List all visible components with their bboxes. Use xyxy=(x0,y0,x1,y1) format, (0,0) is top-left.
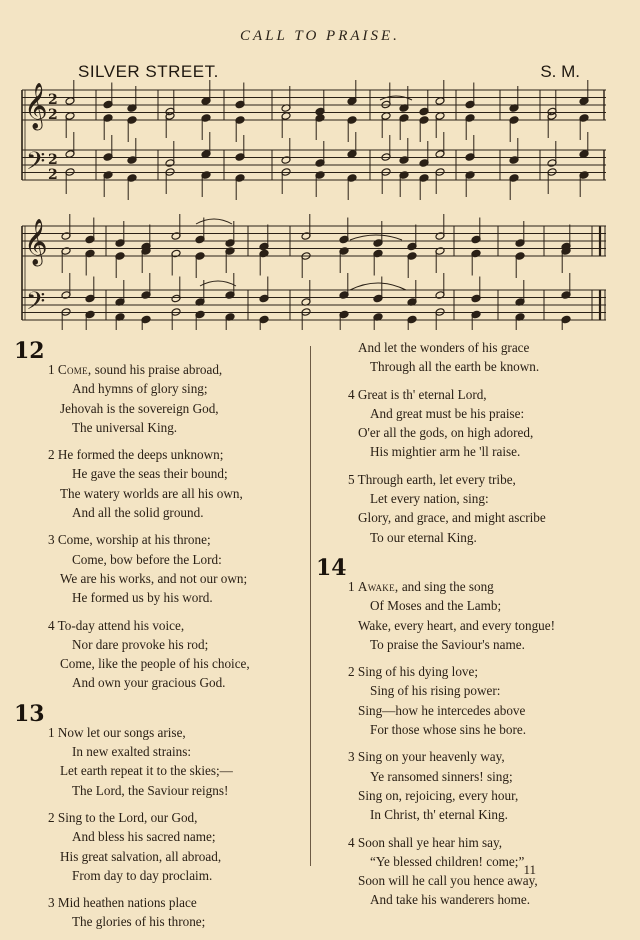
verse-line xyxy=(316,833,616,852)
line-text: In new exalted strains: xyxy=(72,744,192,760)
verse-line xyxy=(14,781,304,800)
line-text: Come, worship at his throne; xyxy=(57,532,211,548)
line-text: And great must be his praise: xyxy=(370,405,525,421)
line-text: And hymns of glory sing; xyxy=(72,381,208,397)
line-text: Sing of his rising power: xyxy=(370,683,501,699)
stanza xyxy=(14,893,304,932)
hymn-14 xyxy=(316,555,616,910)
verse-line xyxy=(316,635,616,654)
verse-line xyxy=(14,418,304,437)
verse-line xyxy=(316,442,616,461)
right-column xyxy=(316,338,616,918)
line-text: O'er all the gods, on high adored, xyxy=(358,425,534,441)
running-head: CALL TO PRAISE. xyxy=(240,28,400,44)
stanza-number: 4 xyxy=(48,617,55,633)
verse-line xyxy=(316,805,616,824)
verse-line xyxy=(14,399,304,418)
stanza xyxy=(14,723,304,800)
line-text: “Ye blessed children! come;” xyxy=(370,853,525,869)
line-text: Come, like the people of his choice, xyxy=(60,656,250,672)
svg-text:2: 2 xyxy=(48,107,58,123)
verse-line: Through all the earth be known. xyxy=(370,359,540,375)
line-text: Sing—how he intercedes above xyxy=(358,702,526,718)
verse-line xyxy=(316,681,616,700)
svg-text:𝄢: 𝄢 xyxy=(26,147,46,182)
line-text: The glories of his throne; xyxy=(72,914,206,930)
verse-line xyxy=(316,890,616,909)
line-text: The Lord, the Saviour reigns! xyxy=(72,782,229,798)
line-text: His mightier arm he 'll raise. xyxy=(370,444,521,460)
verse-line xyxy=(14,530,304,549)
verse-line xyxy=(14,723,304,742)
verse-line xyxy=(14,379,304,398)
line-text: Nor dare provoke his rod; xyxy=(72,636,209,652)
line-text: To praise the Saviour's name. xyxy=(370,636,525,652)
hymn-13-continuation xyxy=(316,338,616,377)
stanza xyxy=(316,385,616,462)
meter: S. M. xyxy=(540,62,580,81)
line-text: We are his works, and not our own; xyxy=(60,570,248,586)
stanza xyxy=(14,616,304,693)
verse-line xyxy=(14,464,304,483)
verse-line xyxy=(316,528,616,547)
verse-line xyxy=(14,866,304,885)
verse-line xyxy=(14,847,304,866)
column-divider xyxy=(310,346,311,866)
verse-line xyxy=(316,852,616,871)
verse-line xyxy=(316,786,616,805)
verse-line xyxy=(14,503,304,522)
svg-text:𝄞: 𝄞 xyxy=(24,83,48,129)
stanza-number: 4 xyxy=(348,834,355,850)
line-text: His great salvation, all abroad, xyxy=(60,848,222,864)
line-text: Glory, and grace, and might ascribe xyxy=(358,510,546,526)
line-text: Sing on your heavenly way, xyxy=(357,749,505,765)
verse-line xyxy=(316,489,616,508)
stanza-lead-word: Come, xyxy=(57,362,92,377)
stanza xyxy=(316,577,616,654)
stanza-number: 1 xyxy=(348,578,355,594)
stanza xyxy=(316,662,616,739)
page-number: 11 xyxy=(523,862,536,877)
line-text: He gave the seas their bound; xyxy=(72,466,228,482)
line-text: sound his praise abroad, xyxy=(91,362,223,377)
line-text: And bless his sacred name; xyxy=(72,829,216,845)
line-text: The watery worlds are all his own, xyxy=(60,485,243,501)
line-text: Mid heathen nations place xyxy=(57,895,197,911)
verse-line xyxy=(316,577,616,596)
svg-text:𝄞: 𝄞 xyxy=(24,219,48,265)
verse-line xyxy=(316,508,616,527)
verse-line xyxy=(14,445,304,464)
verse-line xyxy=(14,635,304,654)
verse-line xyxy=(14,761,304,780)
hymn-number: 13 xyxy=(14,700,45,727)
line-text: Great is th' eternal Lord, xyxy=(357,386,487,402)
verse-line xyxy=(316,662,616,681)
line-text: Let every nation, sing: xyxy=(370,491,489,507)
line-text: And own your gracious God. xyxy=(72,675,226,691)
stanza-number: 2 xyxy=(348,664,355,680)
line-text: Wake, every heart, and every tongue! xyxy=(358,617,556,633)
verse-line xyxy=(14,912,304,931)
verse-line xyxy=(316,701,616,720)
line-text: Through earth, let every tribe, xyxy=(357,471,516,487)
svg-text:𝄢: 𝄢 xyxy=(26,287,46,322)
svg-text:2: 2 xyxy=(48,167,58,183)
stanza-number: 3 xyxy=(48,532,55,548)
stanza-number: 3 xyxy=(348,749,355,765)
verse-line xyxy=(316,404,616,423)
line-text: Now let our songs arise, xyxy=(57,724,186,740)
line-text: Let earth repeat it to the skies;— xyxy=(60,763,233,779)
verse-line xyxy=(316,423,616,442)
verse-line xyxy=(316,385,616,404)
left-column xyxy=(14,338,304,940)
stanza xyxy=(316,470,616,547)
stanza-number: 1 xyxy=(48,362,55,377)
hymn-12 xyxy=(14,338,304,693)
line-text: To our eternal King. xyxy=(370,529,477,545)
line-text: He formed us by his word. xyxy=(72,590,213,606)
stanza-number: 4 xyxy=(348,386,355,402)
verse-line xyxy=(14,808,304,827)
line-text: The universal King. xyxy=(72,419,178,435)
line-text: Jehovah is the sovereign God, xyxy=(60,400,219,416)
stanza-lead-word: Awake, xyxy=(357,578,399,594)
stanza-number: 3 xyxy=(48,895,55,911)
hymn-number: 12 xyxy=(14,338,45,364)
verse-line: And let the wonders of his grace xyxy=(358,340,530,355)
tune-name: SILVER STREET. xyxy=(78,62,219,81)
stanza-number: 1 xyxy=(48,724,55,740)
svg-text:2: 2 xyxy=(48,92,58,108)
stanza xyxy=(316,747,616,824)
line-text: Soon shall ye hear him say, xyxy=(357,834,503,850)
verse-line xyxy=(316,767,616,786)
line-text: And take his wanderers home. xyxy=(370,892,531,908)
line-text: In Christ, th' eternal King. xyxy=(370,807,508,823)
line-text: Ye ransomed sinners! sing; xyxy=(370,768,513,784)
stanza xyxy=(316,833,616,910)
verse-line xyxy=(14,550,304,569)
stanza xyxy=(14,360,304,437)
verse-line xyxy=(14,654,304,673)
stanza xyxy=(14,445,304,522)
hymn-13 xyxy=(14,701,304,932)
stanza xyxy=(14,530,304,607)
verse-line xyxy=(14,588,304,607)
line-text: From day to day proclaim. xyxy=(72,867,213,883)
verse-line xyxy=(14,827,304,846)
line-text: Soon will he call you hence away, xyxy=(358,873,538,889)
line-text: Sing to the Lord, our God, xyxy=(57,809,198,825)
line-text: And all the solid ground. xyxy=(72,505,204,521)
verse-line xyxy=(316,470,616,489)
verse-line xyxy=(316,747,616,766)
verse-line xyxy=(14,673,304,692)
verse-line xyxy=(316,596,616,615)
hymn-number: 14 xyxy=(316,554,347,581)
stanza-number: 2 xyxy=(48,447,55,463)
stanza-number: 5 xyxy=(348,471,355,487)
music-score xyxy=(0,80,640,330)
verse-line xyxy=(14,569,304,588)
line-text: Sing on, rejoicing, every hour, xyxy=(358,787,519,803)
verse-line xyxy=(316,720,616,739)
verse-line xyxy=(316,871,616,890)
stanza-number: 2 xyxy=(48,809,55,825)
line-text: Come, bow before the Lord: xyxy=(72,551,222,567)
verse-line xyxy=(14,742,304,761)
line-text: and sing the song xyxy=(398,578,494,594)
svg-text:2: 2 xyxy=(48,152,58,168)
verse-line xyxy=(14,484,304,503)
line-text: Of Moses and the Lamb; xyxy=(370,598,502,614)
line-text: To-day attend his voice, xyxy=(57,617,185,633)
stanza xyxy=(14,808,304,885)
line-text: For those whose sins he bore. xyxy=(370,722,527,738)
line-text: Sing of his dying love; xyxy=(357,664,479,680)
verse-line xyxy=(14,616,304,635)
verse-line xyxy=(14,360,304,379)
line-text: He formed the deeps unknown; xyxy=(57,447,224,463)
verse-line xyxy=(316,616,616,635)
verse-line xyxy=(14,893,304,912)
